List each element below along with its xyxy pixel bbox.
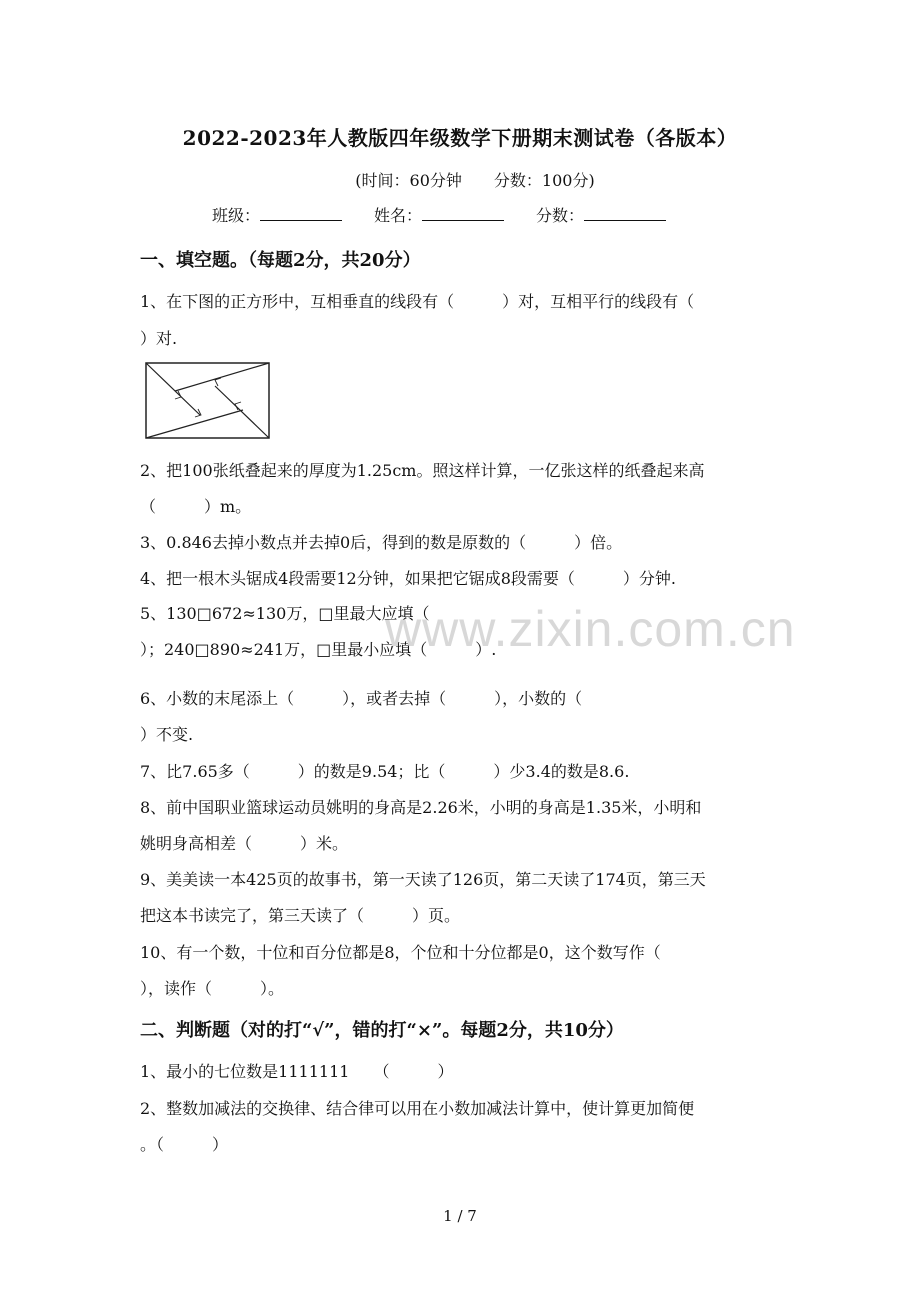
class-label: 班级： — [212, 206, 261, 225]
student-info-row — [212, 203, 698, 226]
question-line: 5、130□672≈130万，□里最大应填（ — [140, 604, 430, 623]
watermark: www.zixin.com.cn — [385, 601, 796, 657]
segment — [215, 386, 269, 438]
question-line: ）不变. — [140, 725, 194, 744]
question-line: 姚明身高相差（ ）米。 — [140, 834, 349, 853]
section-heading-true-false: 二、判断题（对的打“√”，错的打“×”。每题2分，共10分） — [140, 1020, 624, 1041]
class-blank[interactable] — [260, 206, 342, 221]
name-label: 姓名： — [374, 206, 423, 225]
segment — [175, 363, 269, 391]
question-line: 1、在下图的正方形中，互相垂直的线段有（ ）对，互相平行的线段有（ — [140, 292, 695, 311]
exam-time-score: (时间：60分钟 分数：100分) — [355, 171, 595, 190]
question-line: 7、比7.65多（ ）的数是9.54；比（ ）少3.4的数是8.6. — [140, 762, 630, 781]
question-line: （ ）m。 — [140, 497, 252, 516]
square-figure — [143, 360, 273, 442]
question-line: 9、美美读一本425页的故事书，第一天读了126页，第二天读了174页，第三天 — [140, 870, 706, 889]
segment — [146, 410, 243, 438]
score-label: 分数： — [536, 206, 585, 225]
page-title: 2022-2023年人教版四年级数学下册期末测试卷（各版本） — [182, 126, 738, 150]
section-heading-fill-blank: 一、填空题。（每题2分，共20分） — [140, 250, 421, 271]
question-line: 1、最小的七位数是1111111 （ ） — [140, 1062, 454, 1081]
segment — [146, 363, 200, 415]
question-line: 8、前中国职业篮球运动员姚明的身高是2.26米，小明的身高是1.35米，小明和 — [140, 798, 702, 817]
question-line: 把这本书读完了，第三天读了（ ）页。 — [140, 906, 461, 925]
question-line: ）对. — [140, 329, 178, 348]
question-line: 2、整数加减法的交换律、结合律可以用在小数加减法计算中，使计算更加简便 — [140, 1099, 695, 1118]
page-number: 1 / 7 — [443, 1207, 477, 1225]
question-line: ）；240□890≈241万，□里最小应填（ ）. — [140, 640, 497, 659]
question-line: 3、0.846去掉小数点并去掉0后，得到的数是原数的（ ）倍。 — [140, 533, 623, 552]
question-line: 2、把100张纸叠起来的厚度为1.25cm。照这样计算，一亿张这样的纸叠起来高 — [140, 461, 705, 480]
outer-rectangle — [146, 363, 269, 438]
question-line: 6、小数的末尾添上（ ），或者去掉（ ），小数的（ — [140, 689, 583, 708]
question-line: 4、把一根木头锯成4段需要12分钟，如果把它锯成8段需要（ ）分钟. — [140, 569, 676, 588]
score-blank[interactable] — [584, 206, 666, 221]
question-line: 10、有一个数，十位和百分位都是8，个位和十分位都是0，这个数写作（ — [140, 943, 661, 962]
name-blank[interactable] — [422, 206, 504, 221]
question-line: ），读作（ ）。 — [140, 979, 285, 998]
question-line: 。（ ） — [140, 1135, 229, 1154]
